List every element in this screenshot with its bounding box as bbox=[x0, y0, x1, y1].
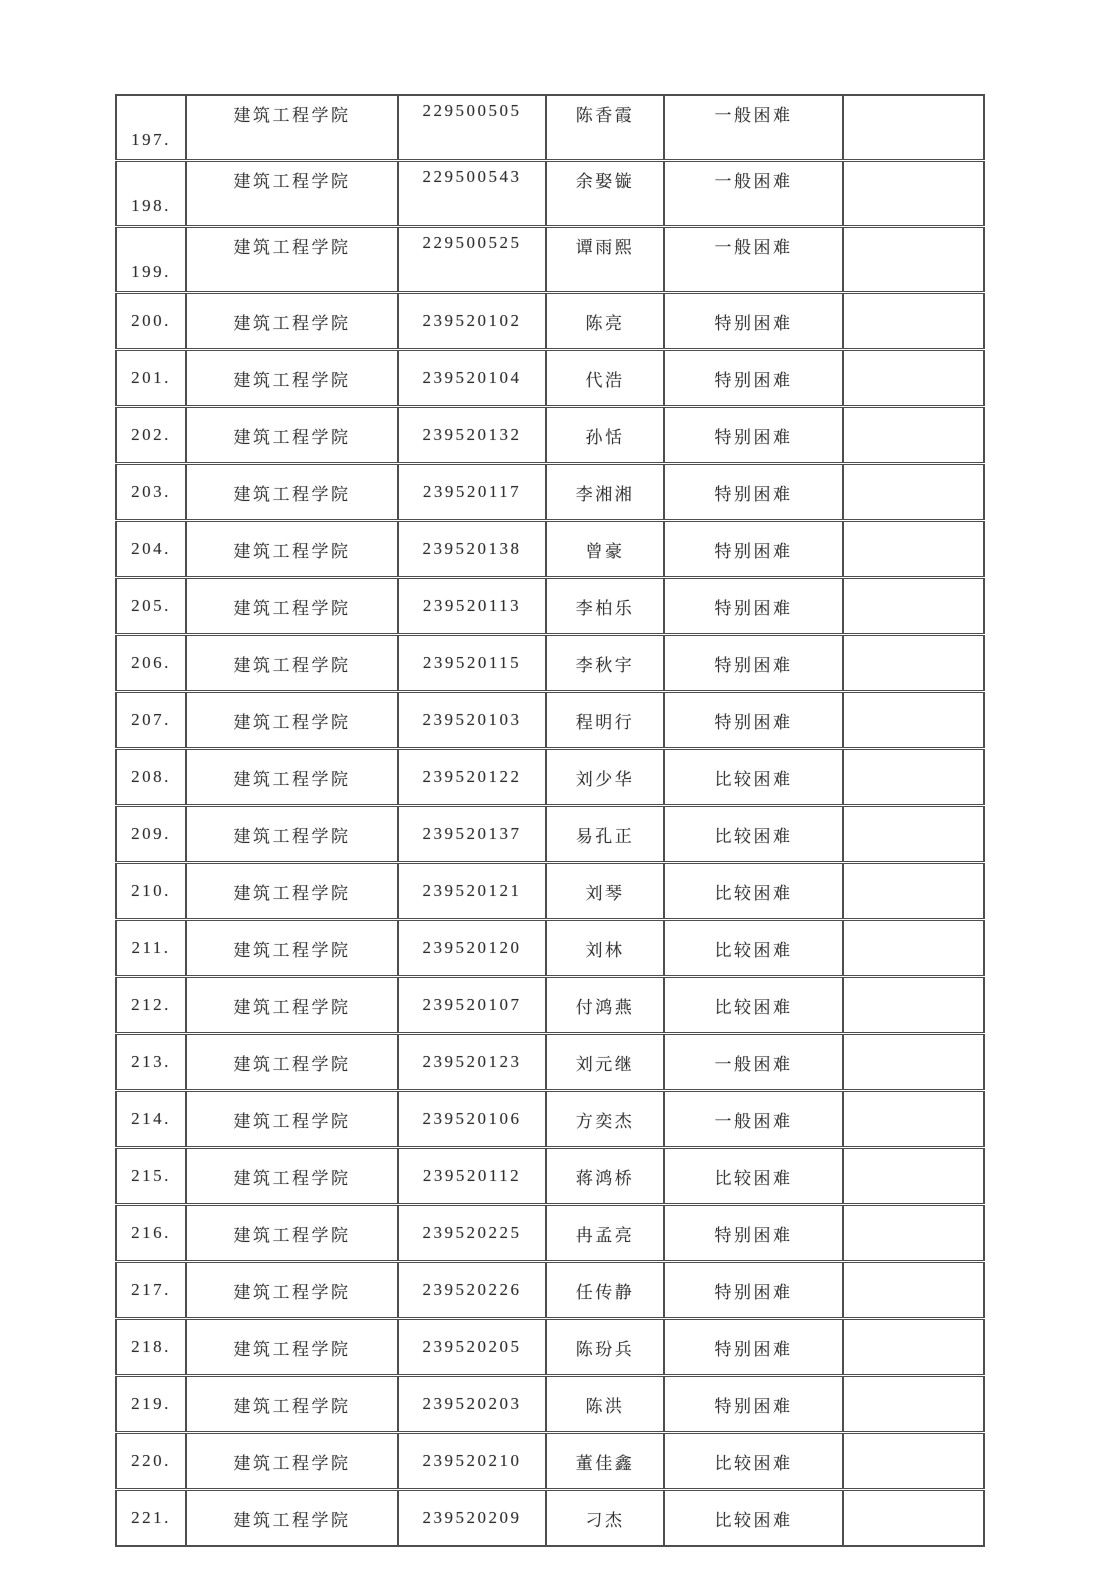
student-id-cell: 239520120 bbox=[398, 920, 546, 977]
table-row bbox=[116, 1433, 984, 1490]
college-cell: 建筑工程学院 bbox=[186, 350, 398, 407]
row-number-cell: 205. bbox=[116, 578, 186, 635]
row-number-cell: 211. bbox=[116, 920, 186, 977]
difficulty-cell: 比较困难 bbox=[664, 863, 843, 920]
aid-table-body bbox=[116, 95, 984, 1546]
difficulty-cell: 特别困难 bbox=[664, 635, 843, 692]
table-row bbox=[116, 407, 984, 464]
difficulty-cell: 比较困难 bbox=[664, 1490, 843, 1547]
college-cell: 建筑工程学院 bbox=[186, 863, 398, 920]
student-name-cell: 蒋鸿桥 bbox=[546, 1148, 664, 1205]
student-name-cell: 李湘湘 bbox=[546, 464, 664, 521]
table-row bbox=[116, 1034, 984, 1091]
student-id-cell: 229500505 bbox=[398, 95, 546, 161]
difficulty-cell: 一般困难 bbox=[664, 161, 843, 227]
difficulty-cell: 特别困难 bbox=[664, 1205, 843, 1262]
student-id-cell: 239520122 bbox=[398, 749, 546, 806]
table-row bbox=[116, 977, 984, 1034]
student-name-cell: 曾豪 bbox=[546, 521, 664, 578]
college-cell: 建筑工程学院 bbox=[186, 293, 398, 350]
difficulty-cell: 特别困难 bbox=[664, 578, 843, 635]
student-id-cell: 239520102 bbox=[398, 293, 546, 350]
college-cell: 建筑工程学院 bbox=[186, 161, 398, 227]
difficulty-cell: 比较困难 bbox=[664, 977, 843, 1034]
note-cell bbox=[843, 293, 984, 350]
row-number-cell: 209. bbox=[116, 806, 186, 863]
table-row bbox=[116, 749, 984, 806]
college-cell: 建筑工程学院 bbox=[186, 806, 398, 863]
difficulty-cell: 特别困难 bbox=[664, 293, 843, 350]
difficulty-cell: 比较困难 bbox=[664, 920, 843, 977]
college-cell: 建筑工程学院 bbox=[186, 749, 398, 806]
note-cell bbox=[843, 806, 984, 863]
table-row bbox=[116, 578, 984, 635]
difficulty-cell: 特别困难 bbox=[664, 407, 843, 464]
table-row bbox=[116, 1376, 984, 1433]
student-id-cell: 239520117 bbox=[398, 464, 546, 521]
student-difficulty-table bbox=[115, 94, 985, 1547]
difficulty-cell: 比较困难 bbox=[664, 806, 843, 863]
note-cell bbox=[843, 1148, 984, 1205]
row-number-cell: 215. bbox=[116, 1148, 186, 1205]
table-row bbox=[116, 863, 984, 920]
difficulty-cell: 特别困难 bbox=[664, 1376, 843, 1433]
row-number-cell: 204. bbox=[116, 521, 186, 578]
table-row bbox=[116, 293, 984, 350]
student-name-cell: 陈亮 bbox=[546, 293, 664, 350]
student-id-cell: 239520115 bbox=[398, 635, 546, 692]
table-row bbox=[116, 1091, 984, 1148]
difficulty-cell: 特别困难 bbox=[664, 1319, 843, 1376]
student-id-cell: 239520132 bbox=[398, 407, 546, 464]
note-cell bbox=[843, 521, 984, 578]
college-cell: 建筑工程学院 bbox=[186, 407, 398, 464]
row-number-cell: 206. bbox=[116, 635, 186, 692]
student-id-cell: 239520226 bbox=[398, 1262, 546, 1319]
student-id-cell: 239520138 bbox=[398, 521, 546, 578]
difficulty-cell: 比较困难 bbox=[664, 749, 843, 806]
row-number-cell: 201. bbox=[116, 350, 186, 407]
student-name-cell: 谭雨熙 bbox=[546, 227, 664, 293]
row-number-cell: 200. bbox=[116, 293, 186, 350]
table-row bbox=[116, 350, 984, 407]
note-cell bbox=[843, 635, 984, 692]
student-id-cell: 239520123 bbox=[398, 1034, 546, 1091]
student-id-cell: 239520121 bbox=[398, 863, 546, 920]
college-cell: 建筑工程学院 bbox=[186, 1319, 398, 1376]
student-id-cell: 229500525 bbox=[398, 227, 546, 293]
table-row bbox=[116, 920, 984, 977]
student-id-cell: 239520205 bbox=[398, 1319, 546, 1376]
student-id-cell: 239520112 bbox=[398, 1148, 546, 1205]
difficulty-cell: 特别困难 bbox=[664, 350, 843, 407]
note-cell bbox=[843, 350, 984, 407]
student-name-cell: 代浩 bbox=[546, 350, 664, 407]
student-id-cell: 239520225 bbox=[398, 1205, 546, 1262]
note-cell bbox=[843, 1433, 984, 1490]
student-name-cell: 孙恬 bbox=[546, 407, 664, 464]
student-name-cell: 陈玢兵 bbox=[546, 1319, 664, 1376]
note-cell bbox=[843, 161, 984, 227]
row-number-cell: 219. bbox=[116, 1376, 186, 1433]
note-cell bbox=[843, 1490, 984, 1547]
college-cell: 建筑工程学院 bbox=[186, 1205, 398, 1262]
note-cell bbox=[843, 1091, 984, 1148]
table-row bbox=[116, 806, 984, 863]
difficulty-cell: 一般困难 bbox=[664, 95, 843, 161]
student-name-cell: 李秋宇 bbox=[546, 635, 664, 692]
note-cell bbox=[843, 95, 984, 161]
note-cell bbox=[843, 920, 984, 977]
difficulty-cell: 特别困难 bbox=[664, 1262, 843, 1319]
college-cell: 建筑工程学院 bbox=[186, 920, 398, 977]
difficulty-cell: 一般困难 bbox=[664, 1034, 843, 1091]
student-name-cell: 方奕杰 bbox=[546, 1091, 664, 1148]
table-row bbox=[116, 692, 984, 749]
row-number-cell: 198. bbox=[116, 161, 186, 227]
note-cell bbox=[843, 1262, 984, 1319]
student-name-cell: 陈洪 bbox=[546, 1376, 664, 1433]
student-id-cell: 229500543 bbox=[398, 161, 546, 227]
student-id-cell: 239520210 bbox=[398, 1433, 546, 1490]
row-number-cell: 202. bbox=[116, 407, 186, 464]
college-cell: 建筑工程学院 bbox=[186, 578, 398, 635]
table-row bbox=[116, 464, 984, 521]
college-cell: 建筑工程学院 bbox=[186, 1490, 398, 1547]
note-cell bbox=[843, 1034, 984, 1091]
row-number-cell: 214. bbox=[116, 1091, 186, 1148]
student-name-cell: 刘林 bbox=[546, 920, 664, 977]
row-number-cell: 221. bbox=[116, 1490, 186, 1547]
difficulty-cell: 比较困难 bbox=[664, 1148, 843, 1205]
difficulty-cell: 特别困难 bbox=[664, 464, 843, 521]
table-row bbox=[116, 95, 984, 161]
table-row bbox=[116, 521, 984, 578]
table-row bbox=[116, 1319, 984, 1376]
difficulty-cell: 比较困难 bbox=[664, 1433, 843, 1490]
note-cell bbox=[843, 1376, 984, 1433]
student-name-cell: 程明行 bbox=[546, 692, 664, 749]
row-number-cell: 213. bbox=[116, 1034, 186, 1091]
college-cell: 建筑工程学院 bbox=[186, 1148, 398, 1205]
note-cell bbox=[843, 407, 984, 464]
row-number-cell: 212. bbox=[116, 977, 186, 1034]
student-name-cell: 陈香霞 bbox=[546, 95, 664, 161]
note-cell bbox=[843, 749, 984, 806]
note-cell bbox=[843, 464, 984, 521]
difficulty-cell: 一般困难 bbox=[664, 227, 843, 293]
note-cell bbox=[843, 1319, 984, 1376]
table-row bbox=[116, 1148, 984, 1205]
table-row bbox=[116, 227, 984, 293]
row-number-cell: 199. bbox=[116, 227, 186, 293]
student-name-cell: 刁杰 bbox=[546, 1490, 664, 1547]
student-name-cell: 董佳鑫 bbox=[546, 1433, 664, 1490]
college-cell: 建筑工程学院 bbox=[186, 1376, 398, 1433]
table-row bbox=[116, 1205, 984, 1262]
student-id-cell: 239520104 bbox=[398, 350, 546, 407]
student-id-cell: 239520113 bbox=[398, 578, 546, 635]
difficulty-cell: 特别困难 bbox=[664, 692, 843, 749]
college-cell: 建筑工程学院 bbox=[186, 521, 398, 578]
college-cell: 建筑工程学院 bbox=[186, 635, 398, 692]
table-row bbox=[116, 1262, 984, 1319]
table-row bbox=[116, 1490, 984, 1547]
college-cell: 建筑工程学院 bbox=[186, 1433, 398, 1490]
note-cell bbox=[843, 227, 984, 293]
student-name-cell: 余娶镟 bbox=[546, 161, 664, 227]
table-row bbox=[116, 635, 984, 692]
college-cell: 建筑工程学院 bbox=[186, 464, 398, 521]
note-cell bbox=[843, 863, 984, 920]
college-cell: 建筑工程学院 bbox=[186, 95, 398, 161]
row-number-cell: 216. bbox=[116, 1205, 186, 1262]
note-cell bbox=[843, 1205, 984, 1262]
student-id-cell: 239520107 bbox=[398, 977, 546, 1034]
note-cell bbox=[843, 977, 984, 1034]
student-name-cell: 刘琴 bbox=[546, 863, 664, 920]
college-cell: 建筑工程学院 bbox=[186, 1262, 398, 1319]
student-name-cell: 刘元继 bbox=[546, 1034, 664, 1091]
college-cell: 建筑工程学院 bbox=[186, 227, 398, 293]
note-cell bbox=[843, 692, 984, 749]
student-id-cell: 239520203 bbox=[398, 1376, 546, 1433]
student-id-cell: 239520137 bbox=[398, 806, 546, 863]
row-number-cell: 208. bbox=[116, 749, 186, 806]
student-id-cell: 239520103 bbox=[398, 692, 546, 749]
difficulty-cell: 一般困难 bbox=[664, 1091, 843, 1148]
student-name-cell: 刘少华 bbox=[546, 749, 664, 806]
table-row bbox=[116, 161, 984, 227]
student-name-cell: 任传静 bbox=[546, 1262, 664, 1319]
row-number-cell: 217. bbox=[116, 1262, 186, 1319]
student-name-cell: 冉孟亮 bbox=[546, 1205, 664, 1262]
row-number-cell: 220. bbox=[116, 1433, 186, 1490]
college-cell: 建筑工程学院 bbox=[186, 977, 398, 1034]
college-cell: 建筑工程学院 bbox=[186, 692, 398, 749]
student-id-cell: 239520209 bbox=[398, 1490, 546, 1547]
note-cell bbox=[843, 578, 984, 635]
college-cell: 建筑工程学院 bbox=[186, 1034, 398, 1091]
student-name-cell: 李柏乐 bbox=[546, 578, 664, 635]
row-number-cell: 207. bbox=[116, 692, 186, 749]
college-cell: 建筑工程学院 bbox=[186, 1091, 398, 1148]
difficulty-cell: 特别困难 bbox=[664, 521, 843, 578]
row-number-cell: 218. bbox=[116, 1319, 186, 1376]
row-number-cell: 197. bbox=[116, 95, 186, 161]
student-name-cell: 付鸿燕 bbox=[546, 977, 664, 1034]
student-name-cell: 易孔正 bbox=[546, 806, 664, 863]
row-number-cell: 210. bbox=[116, 863, 186, 920]
student-id-cell: 239520106 bbox=[398, 1091, 546, 1148]
row-number-cell: 203. bbox=[116, 464, 186, 521]
